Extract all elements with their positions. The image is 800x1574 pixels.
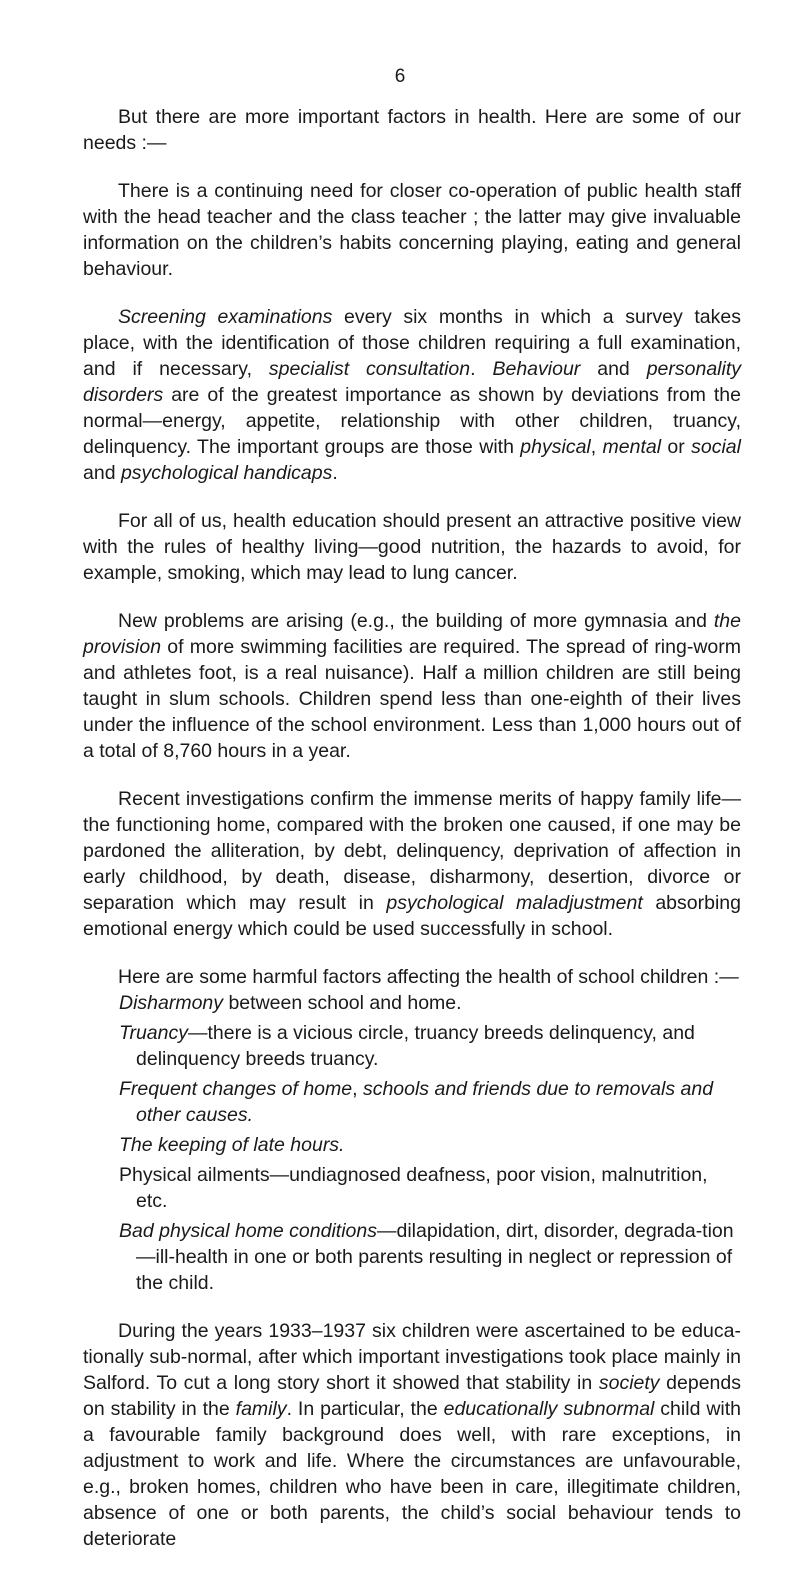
harmful-factor-item	[83, 1162, 741, 1214]
text-run: . In particular, the	[286, 1398, 444, 1420]
emphasized-text: schools and friends due to removals and other causes.	[136, 1078, 714, 1126]
text-run: .	[332, 462, 338, 484]
text-run: —dilapidation, dirt, disorder, degrada-tion—ill-health in one or both parents resulting in neglect or repression of the child.	[136, 1220, 734, 1294]
emphasized-text: Bad physical home conditions	[119, 1220, 377, 1242]
text-run: or	[661, 436, 692, 458]
paragraph	[83, 608, 741, 764]
emphasized-text: specialist consultation	[268, 358, 471, 380]
text-run: and	[83, 462, 121, 484]
emphasized-text: psychological maladjustment	[386, 892, 643, 914]
text-run: are of the greatest importance as shown by deviations from the normal—energy, appetite, relationship with other children, truancy, delinquency. The important groups are those with	[83, 384, 741, 458]
text-run: ,	[590, 436, 603, 458]
text-run: Physical ailments—undiagnosed deafness, poor vision, malnutrition, etc.	[119, 1164, 708, 1212]
closing-paragraph	[83, 1318, 741, 1552]
emphasized-text: personality disorders	[83, 358, 742, 406]
emphasized-text: mental	[602, 436, 662, 458]
paragraph	[83, 178, 741, 282]
emphasized-text: Disharmony	[119, 992, 224, 1014]
text-run: of more swimming facilities are required. The spread of ring-worm and athletes foot, is a real nuisance). Half a million children are still being taught in slum schools. Children spend less than one-eighth of their lives under the influence of the school environment. Less than 1,000 hours out of a total of 8,760 hours in a year.	[83, 636, 741, 762]
text-run: For all of us, health education should present an attractive positive view with the rules of healthy living—good nutrition, the hazards to avoid, for example, smoking, which may lead to lung cancer.	[83, 510, 741, 584]
emphasized-text: Behaviour	[492, 358, 581, 380]
body-text	[83, 104, 741, 1574]
text-run: absorbing emotional energy which could be used successfully in school.	[83, 892, 741, 940]
text-run: .	[470, 358, 493, 380]
emphasized-text: the provision	[83, 610, 741, 658]
text-run: Recent investigations confirm the immense merits of happy family life—the functioning home, compared with the broken one caused, if one may be pardoned the alliteration, by debt, delinquency, deprivation of affection in early childhood, by death, disease, disharmony, desertion, divorce or separation which may result in	[83, 788, 741, 914]
harmful-factor-item	[83, 1020, 741, 1072]
text-run: every six months in which a survey takes place, with the identification of those children requiring a full examination, and if necessary,	[83, 306, 741, 380]
emphasized-text: society	[598, 1372, 660, 1394]
paragraph	[83, 786, 741, 942]
harmful-factors-list	[83, 990, 741, 1296]
emphasized-text: of	[281, 1078, 298, 1100]
paragraph-container	[83, 104, 741, 942]
emphasized-text: psychological handicaps	[120, 462, 333, 484]
harmful-factor-item	[83, 990, 741, 1016]
text-run: between school and home.	[223, 992, 462, 1014]
harmful-factor-item	[83, 1132, 741, 1158]
emphasized-text: family	[235, 1398, 287, 1420]
emphasized-text: home	[303, 1078, 353, 1100]
text-run: depends on stability in the	[83, 1372, 741, 1420]
emphasized-text: The keeping of late hours.	[119, 1134, 345, 1156]
text-run: —there is a vicious circle, truancy breeds delinquency, and delinquency breeds truancy.	[136, 1022, 695, 1070]
emphasized-text: Frequent changes	[119, 1078, 277, 1100]
harmful-factors-intro: Here are some harmful factors affecting the health of school children :—	[118, 966, 739, 988]
emphasized-text: educationally subnormal	[443, 1398, 655, 1420]
emphasized-text: physical	[520, 436, 591, 458]
text-run: ,	[352, 1078, 363, 1100]
text-run: There is a continuing need for closer co-operation of public health staff with the head teacher and the class teacher ; the latter may give invaluable information on the children’s habits concerning playing, eating and general behaviour.	[83, 180, 741, 280]
text-run: New problems are arising (e.g., the building of more gymnasia and	[118, 610, 714, 632]
page-number: 6	[394, 66, 406, 87]
paragraph	[83, 304, 741, 486]
text-run: But there are more important factors in health. Here are some of our needs :—	[83, 106, 741, 154]
text-run: child with a favourable family background does well, with rare exceptions, in adjustment to work and life. Where the circumstances are unfavourable, e.g., broken homes, children who have been in care, illegitimate children, absence of one or both parents, the child’s social behaviour tends to deteriorate	[83, 1398, 742, 1550]
text-run: and	[580, 358, 647, 380]
text-run: During the years 1933–1937 six children were ascertained to be educa-tionally sub-normal, after which important investigations took place mainly in Salford. To cut a long story short it showed that stability in	[83, 1320, 741, 1394]
emphasized-text: Truancy	[119, 1022, 188, 1044]
harmful-factor-item	[83, 1076, 741, 1128]
paragraph	[83, 508, 741, 586]
emphasized-text: Screening examinations	[118, 306, 333, 328]
harmful-factor-item	[83, 1218, 741, 1296]
paragraph	[83, 104, 741, 156]
emphasized-text: social	[691, 436, 741, 458]
